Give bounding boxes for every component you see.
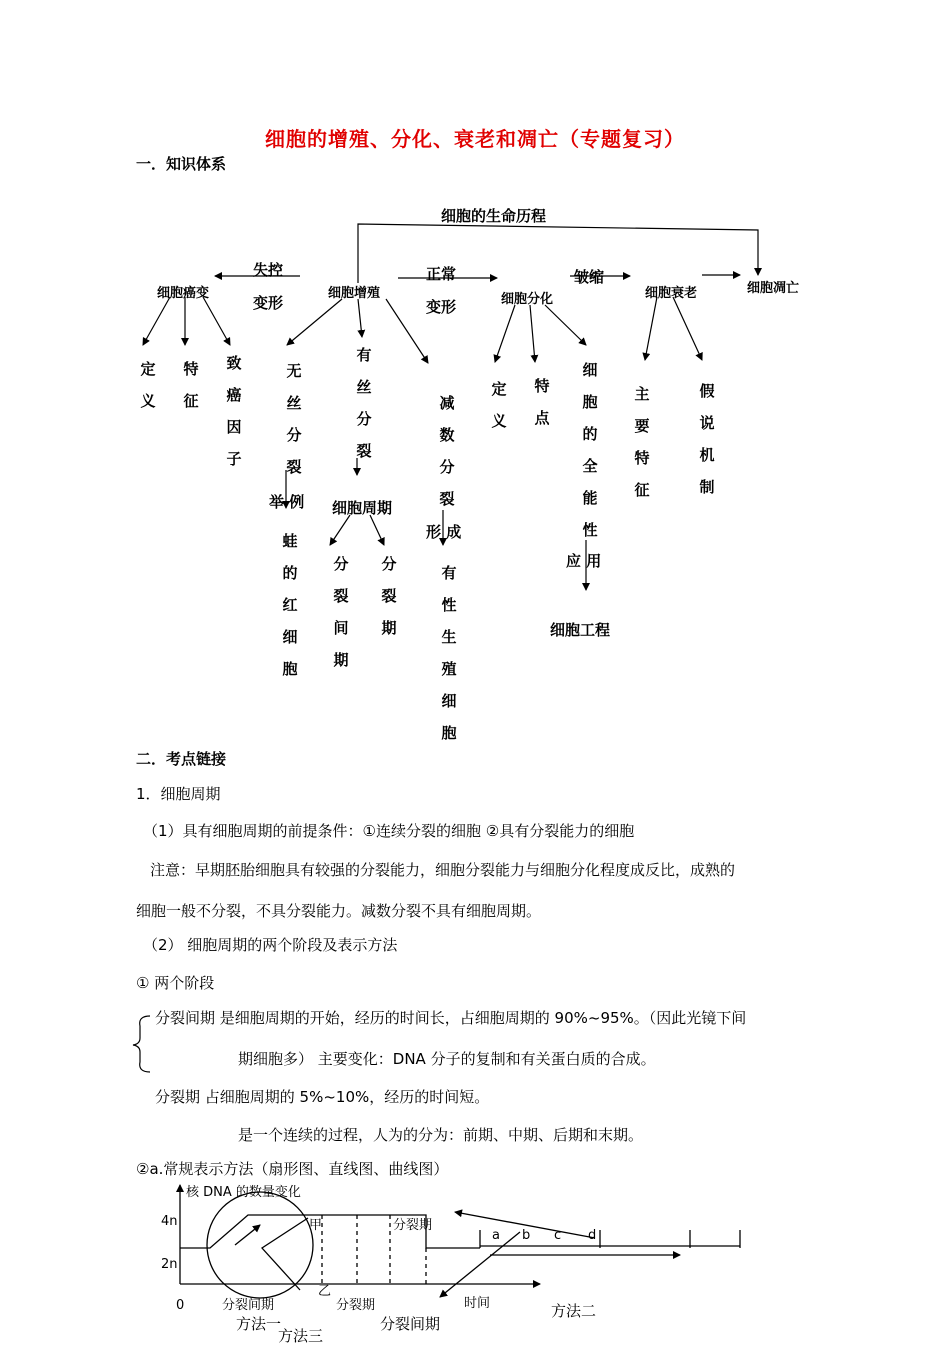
cancer-features: 特征 <box>183 360 199 410</box>
label-yi: 乙 <box>318 1284 332 1299</box>
aging-main-features: 主要特征 <box>634 385 650 499</box>
interphase: 分裂间期 <box>333 555 349 669</box>
diff-definition: 定义 <box>491 380 507 430</box>
heading-cell-cycle: 1．细胞周期 <box>136 785 221 803</box>
label-interphase-1: 分裂间期 <box>222 1298 275 1313</box>
label-form: 形 成 <box>426 523 462 541</box>
label-interphase-2: 分裂间期 <box>380 1315 441 1333</box>
edge-lose-control: 失控 <box>253 261 284 279</box>
edge-transform-2: 变形 <box>426 298 457 316</box>
root-node: 细胞的生命历程 <box>441 207 547 225</box>
para-two-stages: ① 两个阶段 <box>136 974 215 992</box>
page-title: 细胞的增殖、分化、衰老和凋亡（专题复习） <box>265 127 685 151</box>
y-tick-4n: 4n <box>161 1214 178 1229</box>
label-jia: 甲 <box>309 1218 323 1233</box>
totipotency: 细胞的全能性 <box>582 361 598 539</box>
figure-y-label: 核 DNA 的数量变化 <box>186 1185 301 1200</box>
node-proliferation: 细胞增殖 <box>328 286 381 301</box>
para-prerequisite: （1）具有细胞周期的前提条件：①连续分裂的细胞 ②具有分裂能力的细胞 <box>143 822 635 840</box>
para-note-line1: 注意：早期胚胎细胞具有较强的分裂能力，细胞分裂能力与细胞分化程度成反比，成熟的 <box>150 861 736 879</box>
para-interphase-line1: 分裂间期 是细胞周期的开始，经历的时间长，占细胞周期的 90%~95%。（因此光镜下间 <box>155 1009 747 1027</box>
edge-transform-1: 变形 <box>253 294 284 312</box>
segment-b: b <box>522 1228 531 1243</box>
node-cancer: 细胞癌变 <box>157 286 210 301</box>
para-continuous-process: 是一个连续的过程，人为的分为：前期、中期、后期和末期。 <box>238 1126 644 1144</box>
para-interphase-line2: 期细胞多） 主要变化：DNA 分子的复制和有关蛋白质的合成。 <box>238 1050 656 1068</box>
label-example: 举 例 <box>269 493 305 511</box>
node-aging: 细胞衰老 <box>645 286 698 301</box>
segment-a: a <box>492 1228 500 1243</box>
meiosis: 减数分裂 <box>439 394 455 508</box>
frog-red-blood-cell: 蛙的红细胞 <box>282 532 298 678</box>
edge-shrink: 皱缩 <box>574 268 605 286</box>
segment-c: c <box>554 1228 562 1243</box>
section-knowledge-system: 一．知识体系 <box>136 155 227 173</box>
y-tick-2n: 2n <box>161 1257 178 1272</box>
label-division-top: 分裂期 <box>393 1218 433 1233</box>
diff-features: 特点 <box>534 377 550 427</box>
division-phase: 分裂期 <box>381 555 397 637</box>
para-note-line2: 细胞一般不分裂，不具分裂能力。减数分裂不具有细胞周期。 <box>136 902 542 920</box>
segment-d: d <box>588 1228 597 1243</box>
label-method-1: 方法一 <box>236 1315 282 1333</box>
cancer-carcinogens: 致癌因子 <box>226 354 242 468</box>
edge-normal: 正常 <box>426 265 457 283</box>
label-method-3: 方法三 <box>278 1327 324 1345</box>
node-apoptosis: 细胞凋亡 <box>747 281 800 296</box>
cancer-definition: 定义 <box>140 360 156 410</box>
section-exam-points: 二．考点链接 <box>136 750 227 768</box>
origin-label: 0 <box>176 1298 185 1313</box>
label-method-2: 方法二 <box>551 1302 597 1320</box>
para-representation-methods: ②a.常规表示方法（扇形图、直线图、曲线图） <box>136 1160 449 1178</box>
label-application: 应 用 <box>566 552 602 570</box>
x-axis-time: 时间 <box>464 1296 491 1311</box>
cell-cycle: 细胞周期 <box>332 499 393 517</box>
label-division-1: 分裂期 <box>336 1298 376 1313</box>
para-two-stages-methods: （2） 细胞周期的两个阶段及表示方法 <box>143 936 398 954</box>
amitosis: 无丝分裂 <box>286 362 302 476</box>
node-differentiation: 细胞分化 <box>501 292 554 307</box>
cell-engineering: 细胞工程 <box>550 621 611 639</box>
para-division-phase: 分裂期 占细胞周期的 5%~10%，经历的时间短。 <box>155 1088 490 1106</box>
sexual-reproductive-cells: 有性生殖细胞 <box>441 564 457 742</box>
mitosis: 有丝分裂 <box>356 346 372 460</box>
aging-hypotheses: 假说机制 <box>699 382 715 496</box>
